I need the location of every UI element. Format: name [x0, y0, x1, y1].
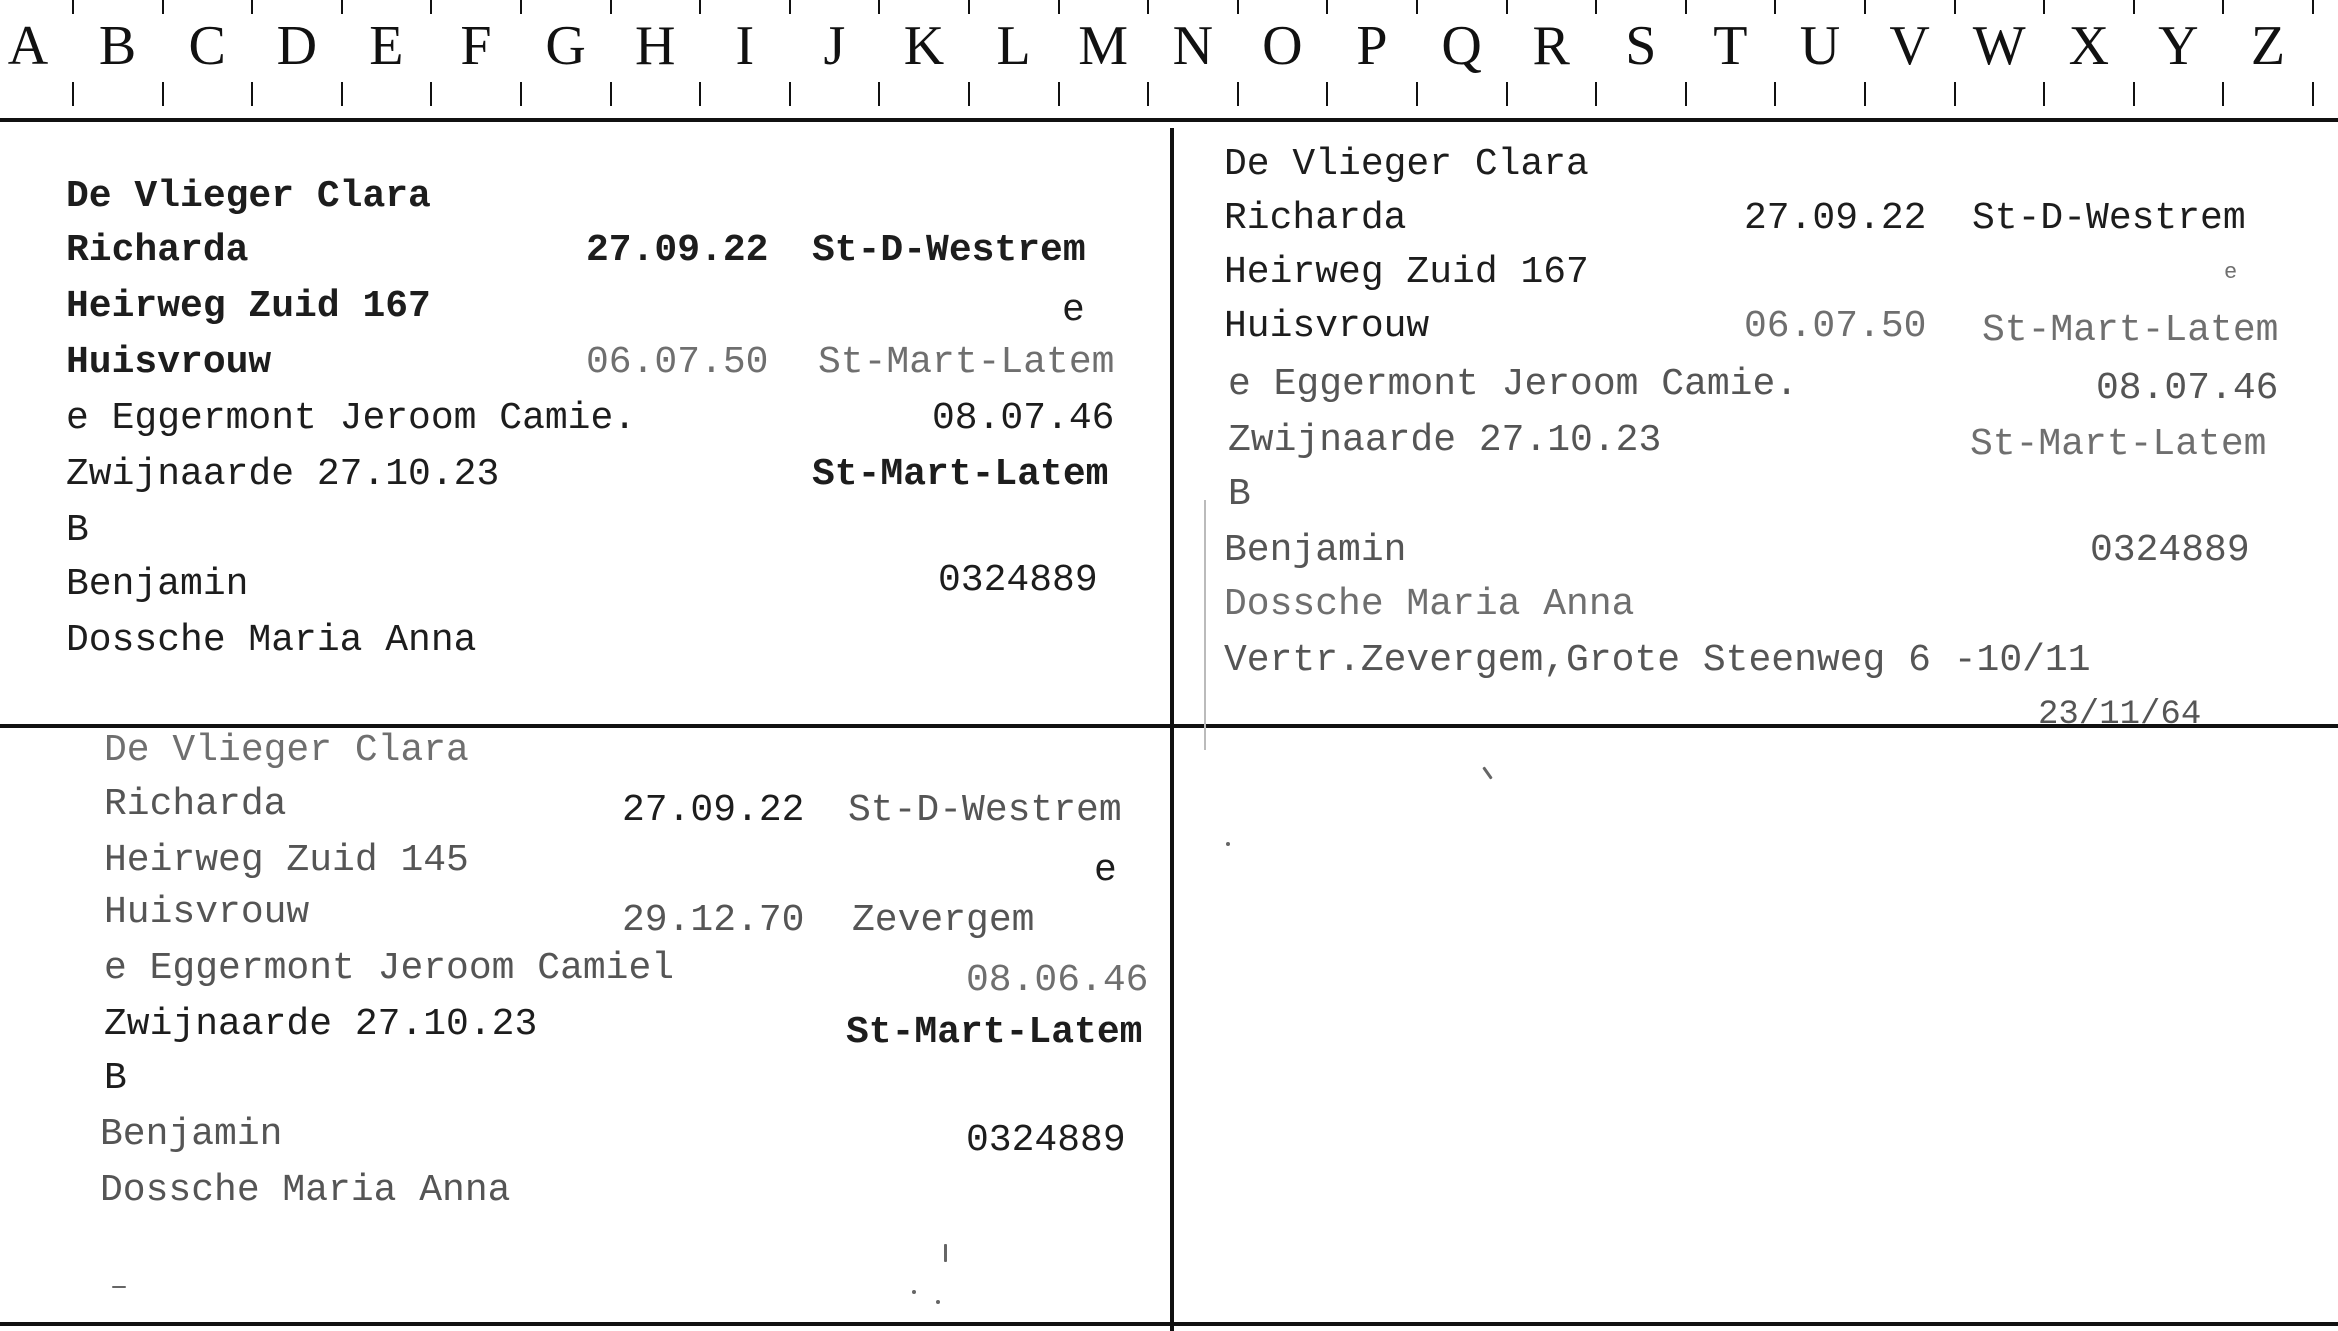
index-letter-p: P	[1356, 15, 1388, 77]
card2-spouse-birth: Zwijnaarde 27.10.23	[1228, 419, 1662, 462]
index-separator	[2312, 82, 2314, 106]
index-separator	[1864, 82, 1866, 106]
bottom-rule	[0, 1322, 2338, 1326]
index-separator	[878, 0, 880, 14]
index-separator	[1147, 82, 1149, 106]
index-letter-n: N	[1172, 15, 1214, 77]
scan-speck	[944, 1244, 947, 1262]
index-separator	[1326, 0, 1328, 14]
card3-card-number: 0324889	[966, 1119, 1126, 1162]
card3-given-name: Richarda	[104, 783, 287, 826]
card2-marriage-date: 08.07.46	[2096, 367, 2279, 410]
card2-marriage-place: St-Mart-Latem	[1970, 423, 2267, 466]
card2-left-edge	[1204, 500, 1206, 750]
index-separator	[2133, 0, 2135, 14]
index-separator	[72, 82, 74, 106]
card1-address: Heirweg Zuid 167	[66, 285, 431, 328]
index-separator	[1058, 82, 1060, 106]
card2-birth-place: St-D-Westrem	[1972, 197, 2246, 240]
index-separator	[341, 82, 343, 106]
index-separator	[789, 0, 791, 14]
index-letter-c: C	[188, 15, 226, 77]
card3-marriage-place: St-Mart-Latem	[846, 1011, 1143, 1054]
index-letter-b: B	[98, 15, 137, 77]
index-separator	[162, 0, 164, 14]
index-separator	[1506, 0, 1508, 14]
top-rule	[0, 118, 2338, 122]
scan-speck	[112, 1286, 126, 1288]
index-separator	[1685, 0, 1687, 14]
card3-occupation: Huisvrouw	[104, 891, 310, 934]
index-letter-o: O	[1262, 15, 1303, 77]
center-divider	[1170, 128, 1174, 1331]
index-separator	[1954, 82, 1956, 106]
index-letter-w: W	[1972, 15, 2026, 77]
index-separator	[789, 82, 791, 106]
index-separator	[72, 0, 74, 14]
index-letter-i: I	[735, 15, 755, 77]
card1-name: De Vlieger Clara	[66, 175, 431, 218]
index-separator	[968, 0, 970, 14]
index-letter-l: L	[996, 15, 1031, 77]
middle-rule	[0, 724, 2338, 728]
index-letter-g: G	[545, 15, 586, 77]
card3-code: B	[104, 1057, 127, 1100]
scan-speck	[1226, 842, 1230, 846]
card2-child: Benjamin	[1224, 529, 1407, 572]
index-separator	[1595, 82, 1597, 106]
scan-speck	[936, 1300, 940, 1304]
card2-suffix: e	[2224, 260, 2238, 285]
index-separator	[2312, 0, 2314, 14]
index-letter-d: D	[276, 15, 318, 77]
index-separator	[1237, 0, 1239, 14]
index-separator	[1954, 0, 1956, 14]
index-separator	[1506, 82, 1508, 106]
card3-birth-place: St-D-Westrem	[848, 789, 1122, 832]
index-letter-x: X	[2068, 15, 2110, 77]
card1-mother: Dossche Maria Anna	[66, 619, 477, 662]
index-separator	[1237, 82, 1239, 106]
index-separator	[2222, 0, 2224, 14]
card1-move-date: 06.07.50	[586, 341, 769, 384]
index-separator	[341, 0, 343, 14]
index-separator	[1864, 0, 1866, 14]
index-letter-e: E	[369, 15, 404, 77]
card3-birth-date: 27.09.22	[622, 789, 805, 832]
index-separator	[1416, 82, 1418, 106]
card2-birth-date: 27.09.22	[1744, 197, 1927, 240]
index-letter-q: Q	[1441, 15, 1482, 77]
card2-occupation: Huisvrouw	[1224, 305, 1430, 348]
index-letter-k: K	[903, 15, 945, 77]
card2-given-name: Richarda	[1224, 197, 1407, 240]
scan-speck	[912, 1290, 916, 1294]
index-letter-j: J	[823, 15, 846, 77]
index-separator	[699, 0, 701, 14]
card2-spouse: e Eggermont Jeroom Camie.	[1228, 363, 1799, 406]
card2-mother: Dossche Maria Anna	[1224, 583, 1635, 626]
index-letter-v: V	[1889, 15, 1930, 77]
card1-given-name: Richarda	[66, 229, 249, 272]
card2-name: De Vlieger Clara	[1224, 143, 1589, 186]
index-letter-y: Y	[2158, 15, 2199, 77]
card3-name: De Vlieger Clara	[104, 729, 469, 772]
index-letter-bar	[0, 0, 2338, 104]
card3-address: Heirweg Zuid 145	[104, 839, 469, 882]
index-separator	[251, 0, 253, 14]
card3-mother: Dossche Maria Anna	[100, 1169, 511, 1212]
index-letter-s: S	[1625, 15, 1657, 77]
card1-birth-date: 27.09.22	[586, 229, 769, 272]
scan-speck	[1482, 766, 1492, 779]
card3-suffix: e	[1094, 849, 1117, 892]
index-letter-a: A	[7, 15, 49, 77]
card1-move-place: St-Mart-Latem	[818, 341, 1115, 384]
card2-address: Heirweg Zuid 167	[1224, 251, 1589, 294]
index-separator	[2222, 82, 2224, 106]
index-separator	[1774, 0, 1776, 14]
index-separator	[430, 82, 432, 106]
index-separator	[1058, 0, 1060, 14]
index-separator	[878, 82, 880, 106]
index-letter-t: T	[1713, 15, 1748, 77]
index-separator	[430, 0, 432, 14]
card3-move-date: 29.12.70	[622, 899, 805, 942]
card2-card-number: 0324889	[2090, 529, 2250, 572]
card1-occupation: Huisvrouw	[66, 341, 272, 384]
card1-code: B	[66, 509, 89, 552]
index-separator	[520, 82, 522, 106]
index-separator	[610, 0, 612, 14]
card3-spouse-birth: Zwijnaarde 27.10.23	[104, 1003, 538, 1046]
index-separator	[699, 82, 701, 106]
card1-card-number: 0324889	[938, 559, 1098, 602]
card1-spouse: e Eggermont Jeroom Camie.	[66, 397, 637, 440]
card2-code: B	[1228, 473, 1251, 516]
card2-move-place: St-Mart-Latem	[1982, 309, 2279, 352]
card2-move-date: 06.07.50	[1744, 305, 1927, 348]
card1-marriage-place: St-Mart-Latem	[812, 453, 1109, 496]
index-letter-f: F	[460, 15, 492, 77]
index-separator	[2043, 0, 2045, 14]
index-separator	[520, 0, 522, 14]
card1-suffix: e	[1062, 289, 1085, 332]
index-separator	[968, 82, 970, 106]
index-separator	[2043, 82, 2045, 106]
index-separator	[2133, 82, 2135, 106]
index-separator	[1416, 0, 1418, 14]
index-separator	[1326, 82, 1328, 106]
index-letter-r: R	[1532, 15, 1570, 77]
card3-marriage-date: 08.06.46	[966, 959, 1149, 1002]
index-separator	[1147, 0, 1149, 14]
card1-child: Benjamin	[66, 563, 249, 606]
index-letter-z: Z	[2250, 15, 2286, 77]
index-separator	[610, 82, 612, 106]
index-separator	[162, 82, 164, 106]
index-separator	[1595, 0, 1597, 14]
index-separator	[251, 82, 253, 106]
index-letter-u: U	[1799, 15, 1841, 77]
card1-spouse-birth: Zwijnaarde 27.10.23	[66, 453, 500, 496]
card3-child: Benjamin	[100, 1113, 283, 1156]
card1-marriage-date: 08.07.46	[932, 397, 1115, 440]
index-letter-h: H	[634, 15, 676, 77]
card1-birth-place: St-D-Westrem	[812, 229, 1086, 272]
index-separator	[1685, 82, 1687, 106]
card2-departure: Vertr.Zevergem,Grote Steenweg 6 -10/11	[1224, 639, 2091, 682]
index-separator	[1774, 82, 1776, 106]
card3-move-place: Zevergem	[852, 899, 1035, 942]
card3-spouse: e Eggermont Jeroom Camiel	[104, 947, 675, 990]
card2-departure-date: 23/11/64	[2038, 696, 2202, 734]
index-letter-m: M	[1078, 15, 1129, 77]
